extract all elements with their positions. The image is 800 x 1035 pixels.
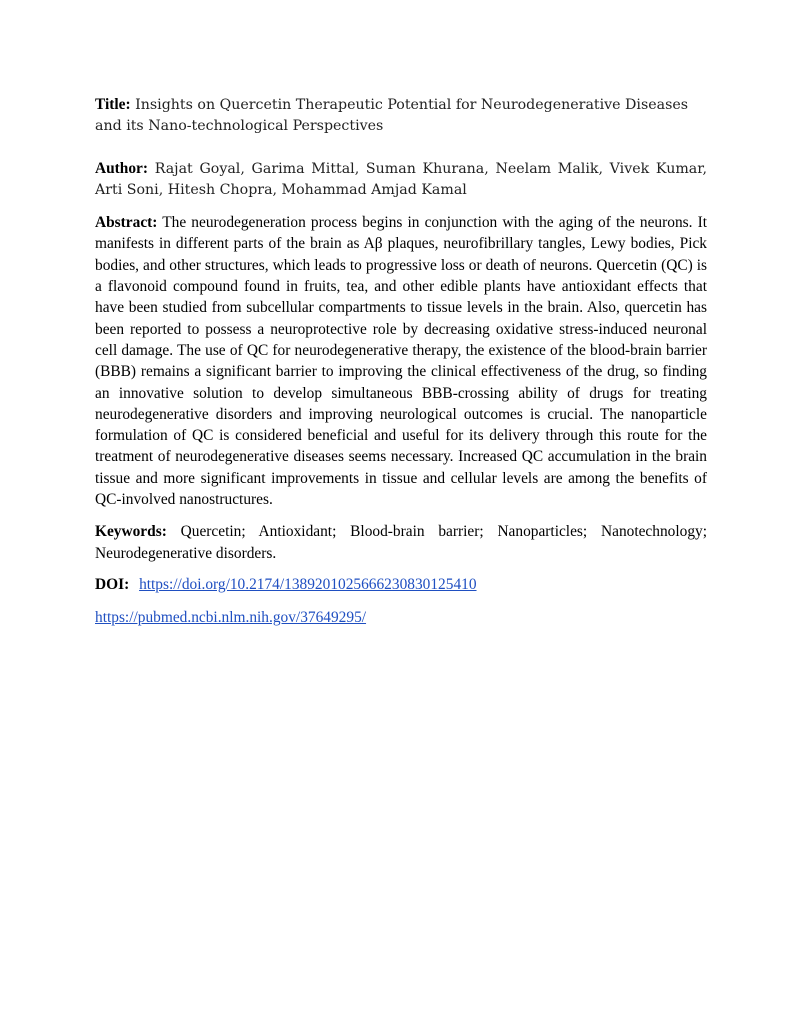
abstract-paragraph bbox=[95, 212, 707, 510]
doi-paragraph bbox=[95, 574, 707, 595]
title-text: Insights on Quercetin Therapeutic Potential for Neurodegenerative Diseases and its Nano-technological Perspectives bbox=[95, 97, 689, 135]
pubmed-paragraph bbox=[95, 607, 707, 628]
author-label: Author: bbox=[95, 159, 149, 177]
keywords-text: Quercetin; Antioxidant; Blood-brain barrier; Nanoparticles; Nanotechnology; Neurodegenerative disorders. bbox=[95, 523, 707, 562]
author-text: Rajat Goyal, Garima Mittal, Suman Khurana, Neelam Malik, Vivek Kumar, Arti Soni, Hitesh Chopra, Mohammad Amjad Kamal bbox=[95, 160, 707, 198]
keywords-label: Keywords: bbox=[95, 523, 167, 541]
title-paragraph bbox=[95, 94, 707, 138]
title-label: Title: bbox=[95, 96, 131, 113]
pubmed-link[interactable]: https://pubmed.ncbi.nlm.nih.gov/37649295/ bbox=[95, 609, 367, 627]
doi-link[interactable]: https://doi.org/10.2174/1389201025666230830125410 bbox=[139, 575, 477, 593]
abstract-label: Abstract: bbox=[95, 214, 158, 232]
keywords-paragraph bbox=[95, 521, 707, 564]
abstract-text: The neurodegeneration process begins in conjunction with the aging of the neurons. It manifests in different parts of the brain as Aβ plaques, neurofibrillary tangles, Lewy bodies, Pick bodies, and other structures, which leads to progressive loss or death of neurons. Quercetin (QC) is a flavonoid compound found in fruits, tea, and other edible plants have antioxidant effects that have been studied from subcellular compartments to tissue levels in the brain. Also, quercetin has been reported to possess a neuroprotective role by decreasing oxidative stress-induced neuronal cell damage. The use of QC for neurodegenerative therapy, the existence of the blood-brain barrier (BBB) remains a significant barrier to improving the clinical effectiveness of the drug, so finding an innovative solution to develop simultaneous BBB-crossing ability of drugs for treating neurodegenerative disorders and improving neurological outcomes is crucial. The nanoparticle formulation of QC is considered beneficial and useful for its delivery through this route for the treatment of neurodegenerative diseases seems necessary. Increased QC accumulation in the brain tissue and more significant improvements in tissue and cellular levels are among the benefits of QC-involved nanostructures. bbox=[95, 214, 707, 509]
author-paragraph bbox=[95, 158, 707, 202]
document-page bbox=[95, 94, 707, 629]
doi-label: DOI: bbox=[95, 575, 130, 593]
